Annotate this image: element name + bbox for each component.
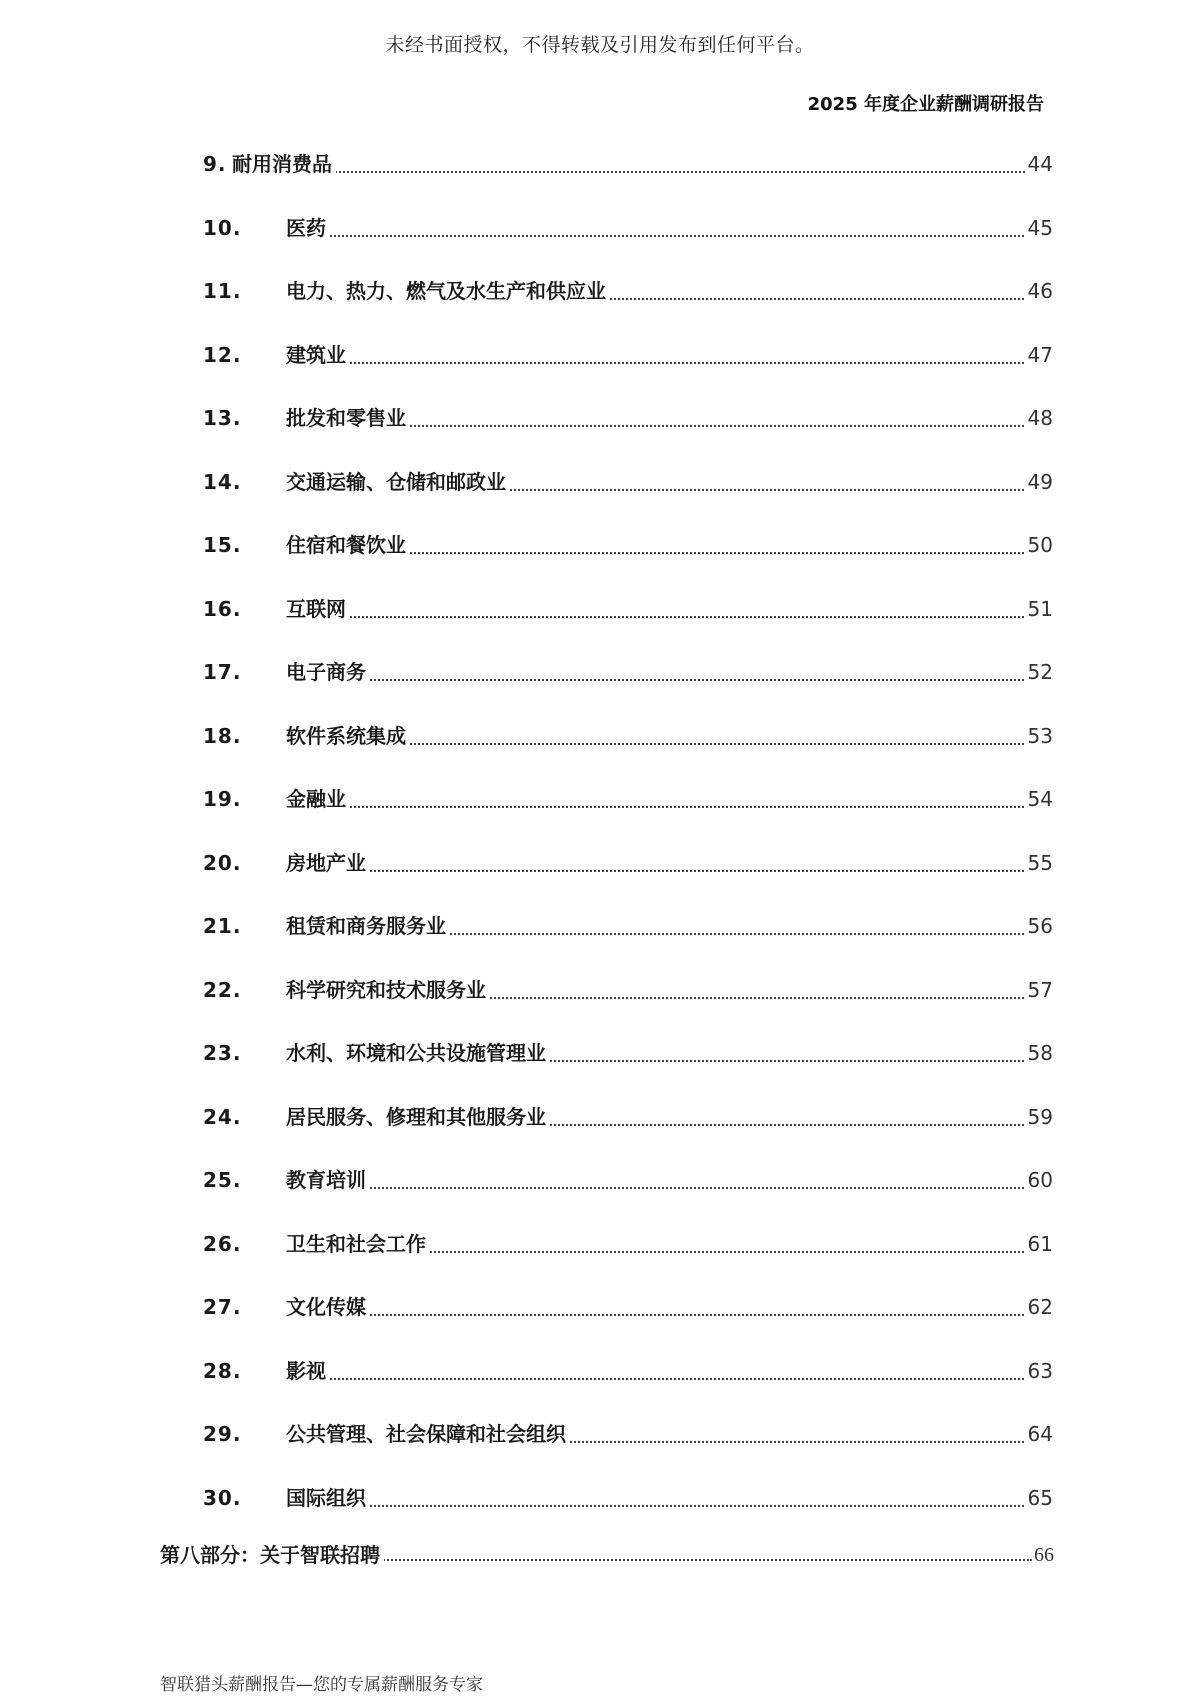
toc-entry-number: 16. — [203, 597, 242, 621]
toc-entry-page: 45 — [1026, 212, 1053, 244]
toc-part-entry[interactable] — [0, 1539, 1200, 1571]
toc-entry-number: 23. — [203, 1041, 242, 1065]
toc-entry-label: 电力、热力、燃气及水生产和供应业 — [286, 275, 610, 307]
toc-leader-dots — [286, 613, 1028, 618]
toc-entry-number: 17. — [203, 660, 242, 684]
toc-entry-label: 卫生和社会工作 — [286, 1228, 430, 1260]
toc-entry[interactable] — [0, 974, 1200, 1006]
toc-entry-number: 9. — [203, 152, 227, 176]
toc-entry-number: 18. — [203, 724, 242, 748]
toc-leader-dots — [232, 168, 1028, 173]
toc-entry-label: 互联网 — [286, 593, 350, 625]
toc-entry-number: 14. — [203, 470, 242, 494]
toc-entry-page: 55 — [1026, 847, 1053, 879]
toc-entry-label: 医药 — [286, 212, 330, 244]
toc-entry-number: 21. — [203, 914, 242, 938]
toc-entry-page: 59 — [1026, 1101, 1053, 1133]
toc-entry[interactable] — [0, 1164, 1200, 1196]
toc-entry-number: 12. — [203, 343, 242, 367]
toc-entry-number: 25. — [203, 1168, 242, 1192]
toc-entry[interactable] — [0, 1418, 1200, 1450]
toc-entry[interactable] — [0, 593, 1200, 625]
toc-entry-label: 文化传媒 — [286, 1291, 370, 1323]
toc-entry-number: 19. — [203, 787, 242, 811]
toc-entry-label: 交通运输、仓储和邮政业 — [286, 466, 510, 498]
toc-leader-dots — [286, 1375, 1028, 1380]
toc-entry-label: 批发和零售业 — [286, 402, 410, 434]
toc-part-page: 66 — [1032, 1539, 1054, 1571]
toc-entry-label: 建筑业 — [286, 339, 350, 371]
toc-leader-dots — [286, 1184, 1028, 1189]
toc-entry-number: 22. — [203, 978, 242, 1002]
toc-part-label: 第八部分：关于智联招聘 — [160, 1539, 384, 1571]
toc-entry-label: 教育培训 — [286, 1164, 370, 1196]
toc-entry-page: 56 — [1026, 910, 1053, 942]
toc-leader-dots — [286, 803, 1028, 808]
toc-entry[interactable] — [0, 656, 1200, 688]
toc-entry[interactable] — [0, 529, 1200, 561]
toc-entry-label: 耐用消费品 — [232, 148, 336, 180]
toc-entry-page: 58 — [1026, 1037, 1053, 1069]
toc-entry-page: 57 — [1026, 974, 1053, 1006]
toc-entry[interactable] — [0, 1101, 1200, 1133]
toc-entry-page: 49 — [1026, 466, 1053, 498]
toc-entry[interactable] — [0, 1037, 1200, 1069]
toc-entry-page: 60 — [1026, 1164, 1053, 1196]
toc-entry[interactable] — [0, 783, 1200, 815]
toc-entry[interactable] — [0, 1291, 1200, 1323]
toc-leader-dots — [286, 359, 1028, 364]
toc-entry-page: 65 — [1026, 1482, 1053, 1514]
toc-entry-page: 62 — [1026, 1291, 1053, 1323]
toc-entry-number: 15. — [203, 533, 242, 557]
toc-entry-page: 51 — [1026, 593, 1053, 625]
toc-entry-page: 50 — [1026, 529, 1053, 561]
copyright-notice: 未经书面授权，不得转载及引用发布到任何平台。 — [385, 34, 815, 56]
toc-entry-label: 水利、环境和公共设施管理业 — [286, 1037, 550, 1069]
toc-entry[interactable] — [0, 275, 1200, 307]
toc-entry-page: 44 — [1026, 148, 1053, 180]
toc-entry[interactable] — [0, 1355, 1200, 1387]
toc-entry-label: 公共管理、社会保障和社会组织 — [286, 1418, 570, 1450]
toc-leader-dots — [286, 1311, 1028, 1316]
toc-entry-page: 61 — [1026, 1228, 1053, 1260]
toc-entry-label: 金融业 — [286, 783, 350, 815]
toc-entry-number: 13. — [203, 406, 242, 430]
toc-entry-number: 30. — [203, 1486, 242, 1510]
toc-entry-page: 53 — [1026, 720, 1053, 752]
toc-entry-page: 54 — [1026, 783, 1053, 815]
toc-entry-label: 影视 — [286, 1355, 330, 1387]
toc-entry-number: 29. — [203, 1422, 242, 1446]
toc-entry-label: 国际组织 — [286, 1482, 370, 1514]
toc-leader-dots — [286, 1502, 1028, 1507]
toc-leader-dots — [286, 867, 1028, 872]
toc-entry-label: 租赁和商务服务业 — [286, 910, 450, 942]
toc-entry-number: 11. — [203, 279, 242, 303]
toc-entry[interactable] — [0, 402, 1200, 434]
toc-entry-page: 64 — [1026, 1418, 1053, 1450]
toc-entry-number: 28. — [203, 1359, 242, 1383]
toc-entry[interactable] — [0, 847, 1200, 879]
toc-entry-page: 46 — [1026, 275, 1053, 307]
toc-entry-page: 52 — [1026, 656, 1053, 688]
toc-entry-label: 软件系统集成 — [286, 720, 410, 752]
toc-entry-number: 24. — [203, 1105, 242, 1129]
toc-entry-label: 科学研究和技术服务业 — [286, 974, 490, 1006]
toc-entry-page: 48 — [1026, 402, 1053, 434]
toc-entry[interactable] — [0, 466, 1200, 498]
toc-entry[interactable] — [0, 1228, 1200, 1260]
toc-entry-label: 电子商务 — [286, 656, 370, 688]
toc-entry[interactable] — [0, 910, 1200, 942]
toc-entry[interactable] — [0, 339, 1200, 371]
footer-slogan: 智联猎头薪酬报告—您的专属薪酬服务专家 — [160, 1675, 483, 1695]
toc-entry[interactable] — [0, 212, 1200, 244]
toc-entry-label: 房地产业 — [286, 847, 370, 879]
toc-entry[interactable] — [0, 148, 1200, 180]
toc-entry-number: 10. — [203, 216, 242, 240]
toc-entry-number: 20. — [203, 851, 242, 875]
toc-entry[interactable] — [0, 1482, 1200, 1514]
toc-entry-page: 47 — [1026, 339, 1053, 371]
toc-leader-dots — [286, 676, 1028, 681]
toc-entry-number: 26. — [203, 1232, 242, 1256]
toc-entry-page: 63 — [1026, 1355, 1053, 1387]
toc-entry[interactable] — [0, 720, 1200, 752]
toc-entry-label: 住宿和餐饮业 — [286, 529, 410, 561]
report-title: 2025 年度企业薪酬调研报告 — [807, 94, 1044, 115]
toc-leader-dots — [286, 232, 1028, 237]
toc-entry-label: 居民服务、修理和其他服务业 — [286, 1101, 550, 1133]
toc-entry-number: 27. — [203, 1295, 242, 1319]
